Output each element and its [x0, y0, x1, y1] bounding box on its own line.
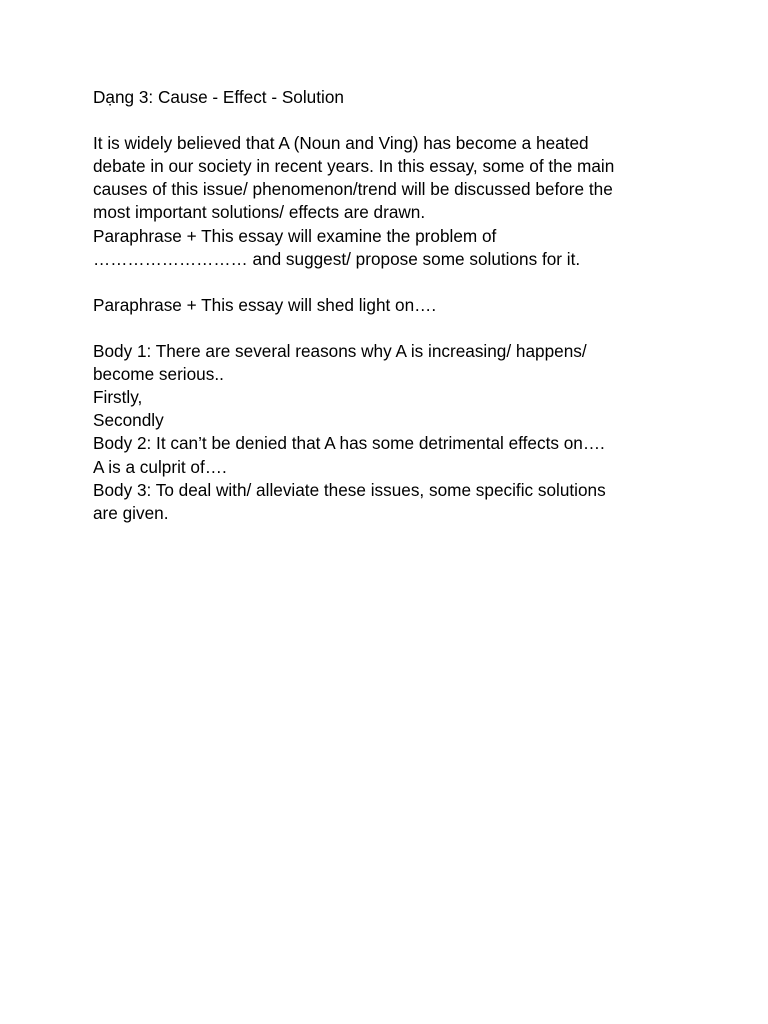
- body-line-8: are given.: [93, 502, 169, 523]
- intro-line-4: most important solutions/ effects are drawn.: [93, 202, 426, 223]
- body-line-1: Body 1: There are several reasons why A is increasing/ happens/: [93, 341, 587, 362]
- body-line-5: Body 2: It can’t be denied that A has some detrimental effects on….: [93, 433, 605, 454]
- blank-line: [93, 109, 683, 132]
- document-page: [93, 86, 683, 525]
- intro-paragraph: [93, 132, 683, 271]
- intro-line-2: debate in our society in recent years. In this essay, some of the main: [93, 156, 615, 177]
- blank-line: [93, 317, 683, 340]
- intro-line-5: Paraphrase + This essay will examine the problem of: [93, 225, 497, 246]
- blank-line: [93, 271, 683, 294]
- body-line-4: Secondly: [93, 410, 164, 431]
- body-outline: [93, 340, 683, 525]
- intro-line-3: causes of this issue/ phenomenon/trend will be discussed before the: [93, 179, 613, 200]
- document-title: Dạng 3: Cause - Effect - Solution: [93, 87, 344, 107]
- body-line-2: become serious..: [93, 364, 224, 385]
- intro-line-1: It is widely believed that A (Noun and Ving) has become a heated: [93, 133, 589, 154]
- body-line-7: Body 3: To deal with/ alleviate these issues, some specific solutions: [93, 479, 606, 500]
- body-line-3: Firstly,: [93, 387, 143, 408]
- intro-line-6: ……………………… and suggest/ propose some solutions for it.: [93, 248, 581, 269]
- alt-intro-line: Paraphrase + This essay will shed light on….: [93, 294, 437, 315]
- body-line-6: A is a culprit of….: [93, 456, 227, 477]
